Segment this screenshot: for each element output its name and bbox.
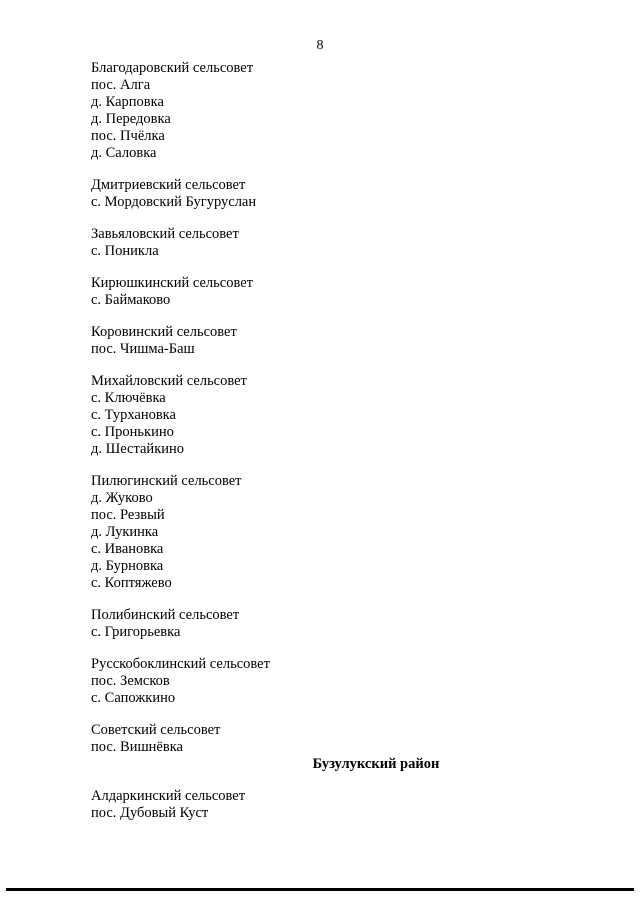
list-item: д. Карповка xyxy=(91,94,164,110)
list-item: пос. Вишнёвка xyxy=(91,739,183,755)
page-number: 8 xyxy=(316,38,324,53)
section-polibinsky xyxy=(91,607,611,641)
section-zavyalovsky xyxy=(91,226,611,260)
list-item: с. Сапожкино xyxy=(91,690,176,706)
section-title: Русскобоклинский сельсовет xyxy=(91,656,270,672)
section-title: Кирюшкинский сельсовет xyxy=(91,275,253,291)
section-gap xyxy=(91,641,611,656)
section-title: Полибинский сельсовет xyxy=(91,607,240,623)
list-item: д. Бурновка xyxy=(91,558,164,574)
section-gap xyxy=(91,458,611,473)
section-dmitrievsky xyxy=(91,177,611,211)
list-item: с. Турхановка xyxy=(91,407,176,423)
list-item: д. Лукинка xyxy=(91,524,159,540)
list-item: д. Шестайкино xyxy=(91,441,185,457)
section-gap xyxy=(91,211,611,226)
bottom-divider xyxy=(6,888,634,891)
document-body xyxy=(91,60,611,822)
section-title: Дмитриевский сельсовет xyxy=(91,177,246,193)
section-gap xyxy=(91,358,611,373)
list-item: пос. Алга xyxy=(91,77,151,93)
section-korovinsky xyxy=(91,324,611,358)
section-title: Коровинский сельсовет xyxy=(91,324,237,340)
section-title: Михайловский сельсовет xyxy=(91,373,247,389)
list-item: д. Жуково xyxy=(91,490,153,506)
list-item: пос. Пчёлка xyxy=(91,128,165,144)
section-gap xyxy=(91,592,611,607)
section-russkoboklinsky xyxy=(91,656,611,707)
list-item: пос. Резвый xyxy=(91,507,165,523)
section-kiryushkinsky xyxy=(91,275,611,309)
section-aldarkinsky xyxy=(91,788,611,822)
list-item: пос. Чишма-Баш xyxy=(91,341,195,357)
section-blagodarovsky xyxy=(91,60,611,162)
section-gap xyxy=(91,773,611,788)
section-title: Советский сельсовет xyxy=(91,722,221,738)
list-item: д. Передовка xyxy=(91,111,171,127)
list-item: с. Баймаково xyxy=(91,292,171,308)
list-item: пос. Земсков xyxy=(91,673,170,689)
section-title: Благодаровский сельсовет xyxy=(91,60,254,76)
section-title: Завьяловский сельсовет xyxy=(91,226,239,242)
section-gap xyxy=(91,309,611,324)
list-item: с. Ключёвка xyxy=(91,390,166,406)
list-item: с. Ивановка xyxy=(91,541,164,557)
section-title: Алдаркинский сельсовет xyxy=(91,788,246,804)
section-mikhaylovsky xyxy=(91,373,611,458)
list-item: с. Коптяжево xyxy=(91,575,172,591)
section-sovetsky xyxy=(91,722,611,756)
list-item: с. Поникла xyxy=(91,243,159,259)
section-gap xyxy=(91,707,611,722)
section-gap xyxy=(91,162,611,177)
list-item: д. Саловка xyxy=(91,145,157,161)
district-heading: Бузулукский район xyxy=(312,756,440,772)
section-gap xyxy=(91,260,611,275)
list-item: с. Пронькино xyxy=(91,424,174,440)
list-item: пос. Дубовый Куст xyxy=(91,805,209,821)
section-pilyuginsky xyxy=(91,473,611,592)
section-title: Пилюгинский сельсовет xyxy=(91,473,242,489)
list-item: с. Мордовский Бугуруслан xyxy=(91,194,257,210)
list-item: с. Григорьевка xyxy=(91,624,181,640)
